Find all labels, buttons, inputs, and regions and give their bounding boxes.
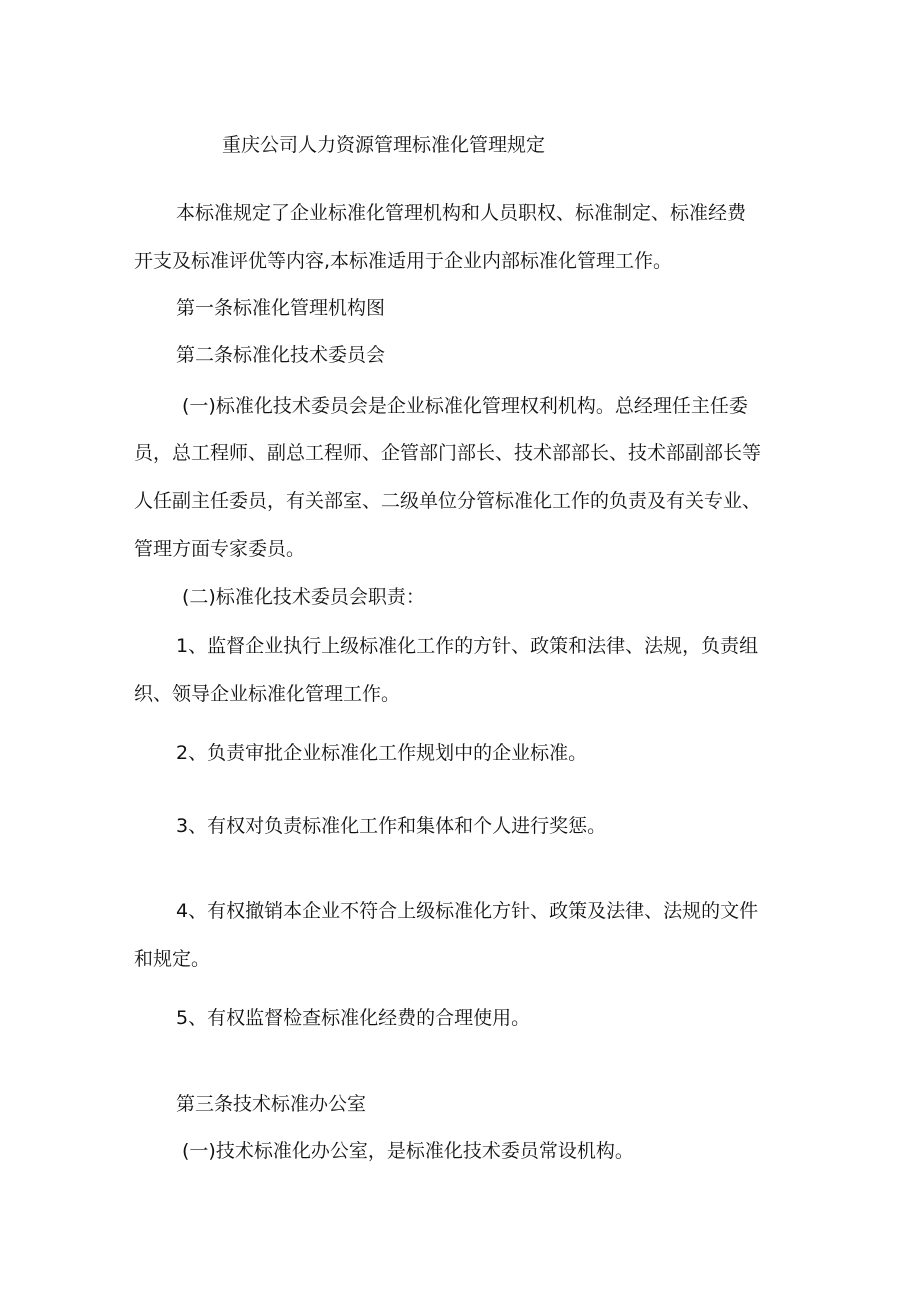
article-2-para-1-line-1: (一)标准化技术委员会是企业标准化管理权利机构。总经理任主任委 — [182, 395, 748, 417]
duty-4-line-2: 和规定。 — [134, 948, 211, 970]
article-2-para-1-line-3: 人任副主任委员，有关部室、二级单位分管标准化工作的负责及有关专业、 — [134, 490, 762, 512]
article-2-heading: 第二条标准化技术委员会 — [176, 344, 386, 366]
article-1-heading: 第一条标准化管理机构图 — [176, 297, 386, 319]
article-2-para-1-line-2: 员，总工程师、副总工程师、企管部门部长、技术部部长、技术部副部长等 — [134, 442, 762, 464]
duty-1-line-1: 1、监督企业执行上级标准化工作的方针、政策和法律、法规，负责组 — [176, 635, 759, 657]
document-title: 重庆公司人力资源管理标准化管理规定 — [222, 134, 546, 156]
duty-5: 5、有权监督检查标准化经费的合理使用。 — [176, 1007, 531, 1029]
article-2-para-1-line-4: 管理方面专家委员。 — [134, 538, 306, 560]
intro-line-2: 开支及标准评优等内容,本标准适用于企业内部标准化管理工作。 — [134, 250, 673, 272]
intro-line-1: 本标准规定了企业标准化管理机构和人员职权、标准制定、标准经费 — [176, 202, 747, 224]
duty-1-line-2: 织、领导企业标准化管理工作。 — [134, 683, 401, 705]
duty-3: 3、有权对负责标准化工作和集体和个人进行奖惩。 — [176, 815, 607, 837]
article-3-para-1: (一)技术标准化办公室，是标准化技术委员常设机构。 — [182, 1140, 634, 1162]
article-3-heading: 第三条技术标准办公室 — [176, 1093, 367, 1115]
duty-4-line-1: 4、有权撤销本企业不符合上级标准化方针、政策及法律、法规的文件 — [176, 900, 759, 922]
article-2-para-2-heading: (二)标准化技术委员会职责： — [182, 586, 425, 608]
duty-2: 2、负责审批企业标准化工作规划中的企业标准。 — [176, 742, 588, 764]
